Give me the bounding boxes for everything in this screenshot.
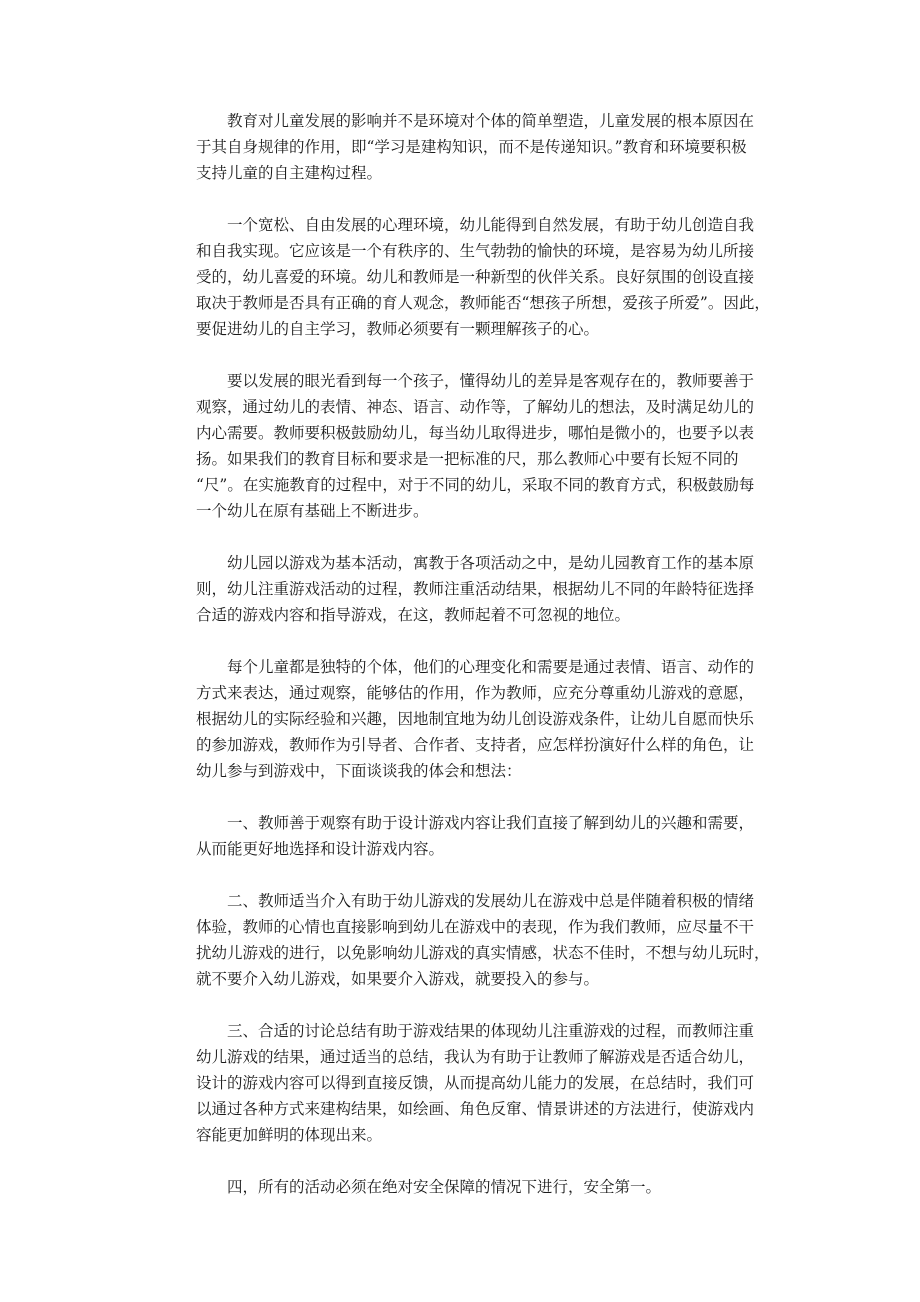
paragraph-3: 要以发展的眼光看到每一个孩子，懂得幼儿的差异是客观存在的，教师要善于 观察，通过幼儿的表情、神态、语言、动作等，了解幼儿的想法，及时满足幼儿的 内心需要。教师要积极鼓励幼儿，每当幼儿取得进步，哪怕是微小的，也要予以表 扬。如果我们的教育目标和要求是一把标准的尺，那么教师心中要有长短不同的 “尺”。在实施教育的过程中，对于不同的幼儿，采取不同的教育方式，积极鼓励每 一个幼儿在原有基础上不断进步。 [196,372,755,520]
paragraph-2: 一个宽松、自由发展的心理环境，幼儿能得到自然发展，有助于幼儿创造自我 和自我实现。它应该是一个有秩序的、生气勃勃的愉快的环境，是容易为幼儿所接 受的，幼儿喜爱的环境。幼儿和教师是一种新型的伙伴关系。良好氛围的创设直接 取决于教师是否具有正确的育人观念，教师能否“想孩子所想，爱孩子所爱”。因此， 要促进幼儿的自主学习，教师必须要有一颗理解孩子的心。 [196,216,770,338]
paragraph-9: 四，所有的活动必须在绝对安全保障的情况下进行，安全第一。 [227,1178,662,1196]
document-body [196,108,776,1226]
paragraph-8: 三、合适的讨论总结有助于游戏结果的体现幼儿注重游戏的过程，而教师注重 幼儿游戏的结果，通过适当的总结，我认为有助于让教师了解游戏是否适合幼儿， 设计的游戏内容可以得到直接反馈，从而提高幼儿能力的发展，在总结时，我们可 以通过各种方式来建构结果，如绘画、角色反窜、情景讲述的方法进行，使游戏内 容能更加鲜明的体现出来。 [196,1022,755,1144]
paragraph-1: 教育对儿童发展的影响并不是环境对个体的简单塑造，儿童发展的根本原因在 于其自身规律的作用，即“学习是建构知识，而不是传递知识。”教育和环境要积极 支持儿童的自主建构过程。 [196,112,755,182]
paragraph-7: 二、教师适当介入有助于幼儿游戏的发展幼儿在游戏中总是伴随着积极的情绪 体验，教师的心情也直接影响到幼儿在游戏中的表现，作为我们教师，应尽量不干 扰幼儿游戏的进行，以免影响幼儿游戏的真实情感，状态不佳时，不想与幼儿玩时， 就不要介入幼儿游戏，如果要介入游戏，就要投入的参与。 [196,892,770,988]
paragraph-5: 每个儿童都是独特的个体，他们的心理变化和需要是通过表情、语言、动作的 方式来表达，通过观察，能够估的作用，作为教师，应充分尊重幼儿游戏的意愿， 根据幼儿的实际经验和兴趣，因地制宜地为幼儿创设游戏条件，让幼儿自愿而快乐 的参加游戏，教师作为引导者、合作者、支持者，应怎样扮演好什么样的角色，让 幼儿参与到游戏中，下面谈谈我的体会和想法： [196,658,755,780]
paragraph-6: 一、教师善于观察有助于设计游戏内容让我们直接了解到幼儿的兴趣和需要， 从而能更好地选择和设计游戏内容。 [196,814,755,858]
paragraph-4: 幼儿园以游戏为基本活动，寓教于各项活动之中，是幼儿园教育工作的基本原 则，幼儿注重游戏活动的过程，教师注重活动结果，根据幼儿不同的年龄特征选择 合适的游戏内容和指导游戏，在这，教师起着不可忽视的地位。 [196,554,755,624]
